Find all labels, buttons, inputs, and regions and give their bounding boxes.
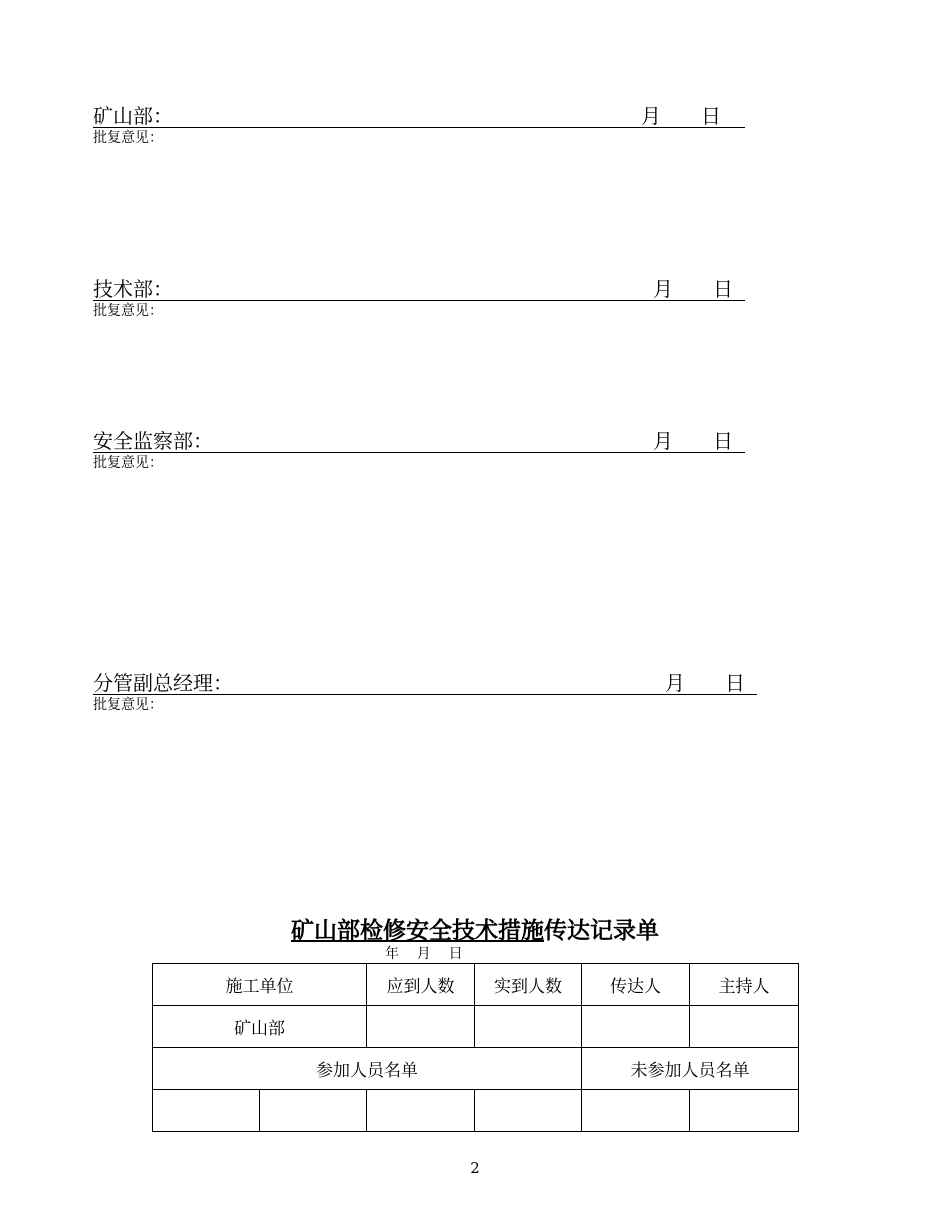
table-row (153, 1006, 799, 1048)
table-row (153, 1048, 799, 1090)
signature-line (93, 103, 745, 128)
header-communicator: 传达人 (582, 964, 690, 1006)
month-label: 月 (665, 671, 685, 695)
approval-block-tech (93, 276, 745, 319)
dept-label: 安全监察部： (93, 429, 213, 453)
comment-label: 批复意见： (93, 697, 163, 713)
cell-actual-count[interactable] (475, 1006, 582, 1048)
header-actual-count: 实到人数 (475, 964, 582, 1006)
absentees-label: 未参加人员名单 (582, 1048, 799, 1090)
attendee-cell[interactable] (153, 1090, 260, 1132)
day-label: 日 (725, 671, 745, 695)
header-expected-count: 应到人数 (367, 964, 475, 1006)
cell-host[interactable] (690, 1006, 799, 1048)
table-row (153, 1090, 799, 1132)
cell-expected-count[interactable] (367, 1006, 475, 1048)
approval-block-vp (93, 670, 757, 713)
record-title-main: 矿山部检修安全技术措施 (291, 917, 544, 944)
attendee-cell[interactable] (260, 1090, 367, 1132)
record-date: 年 月 日 (385, 946, 463, 962)
day-label: 日 (701, 104, 721, 128)
header-construction-unit: 施工单位 (153, 964, 367, 1006)
signature-line (93, 670, 757, 695)
day-label: 日 (713, 429, 733, 453)
comment-label: 批复意见： (93, 130, 163, 146)
table-header-row (153, 964, 799, 1006)
dept-label: 矿山部： (93, 104, 173, 128)
signature-line (93, 276, 745, 301)
comment-label: 批复意见： (93, 455, 163, 471)
cell-unit: 矿山部 (153, 1006, 367, 1048)
cell-communicator[interactable] (582, 1006, 690, 1048)
approval-block-safety (93, 428, 745, 471)
page-number: 2 (470, 1159, 480, 1177)
month-label: 月 (641, 104, 661, 128)
approval-block-mine (93, 103, 745, 146)
month-label: 月 (653, 429, 673, 453)
record-title-suffix: 传达记录单 (544, 917, 659, 944)
day-label: 日 (713, 277, 733, 301)
absentee-cell[interactable] (690, 1090, 799, 1132)
dept-label: 分管副总经理： (93, 671, 233, 695)
month-label: 月 (653, 277, 673, 301)
header-host: 主持人 (690, 964, 799, 1006)
comment-label: 批复意见： (93, 303, 163, 319)
signature-line (93, 428, 745, 453)
attendee-cell[interactable] (475, 1090, 582, 1132)
record-table (152, 963, 799, 1132)
absentee-cell[interactable] (582, 1090, 690, 1132)
attendee-cell[interactable] (367, 1090, 475, 1132)
dept-label: 技术部： (93, 277, 173, 301)
record-title (0, 916, 950, 946)
attendees-label: 参加人员名单 (153, 1048, 582, 1090)
